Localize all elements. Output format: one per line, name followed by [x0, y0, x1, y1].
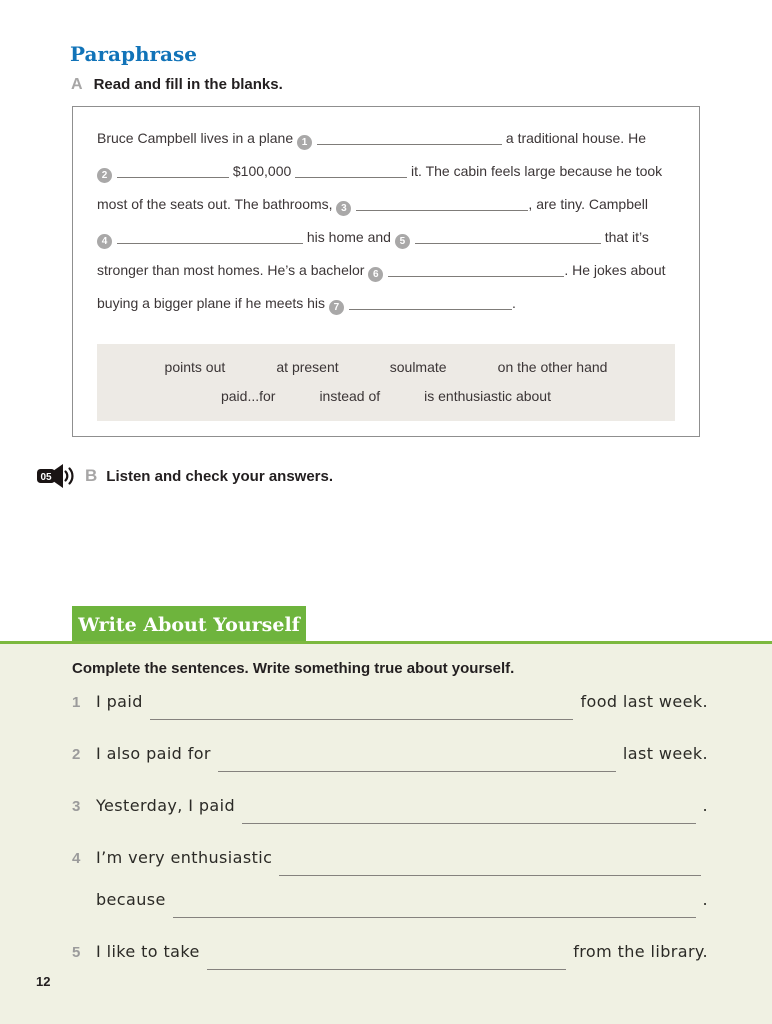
passage [97, 122, 675, 320]
sentence-start: I like to take [96, 942, 200, 961]
passage-line: 2 $100,000 it. The cabin feels large because he took [97, 155, 675, 188]
passage-line: 4 his home and 5 that it’s [97, 221, 675, 254]
sentence-item [72, 692, 708, 722]
passage-line: most of the seats out. The bathrooms, 3 , are tiny. Campbell [97, 196, 648, 214]
passage-box [72, 106, 700, 437]
audio-track-number: 05 [40, 472, 52, 483]
sentence-item [72, 744, 708, 774]
writing-blank [218, 758, 616, 772]
sentence-end: food last week. [580, 692, 708, 711]
writing-blank [150, 706, 574, 720]
writing-blank [242, 810, 695, 824]
fill-in-blank [356, 199, 528, 211]
fill-in-blank [415, 232, 601, 244]
word-bank-item: instead of [319, 388, 381, 404]
fill-in-blank [117, 166, 229, 178]
section-b-letter: B [85, 466, 98, 485]
section-a-header [71, 76, 283, 94]
page-title: Paraphrase [70, 42, 197, 66]
sentence-start: I also paid for [96, 744, 211, 763]
section-a-letter: A [71, 76, 83, 93]
sentence-end: . [702, 796, 708, 815]
write-about-items [72, 692, 708, 994]
word-bank-row [139, 388, 633, 404]
item-number: 4 [72, 850, 81, 867]
page-number: 12 [36, 974, 51, 989]
blank-number-badge: 3 [336, 201, 351, 216]
passage-line: stronger than most homes. He’s a bachelor 6 . He jokes about [97, 262, 666, 280]
word-bank-item: soulmate [389, 359, 447, 375]
write-about-yourself-section [0, 644, 772, 1024]
word-bank-item: at present [276, 359, 339, 375]
word-bank-item: points out [164, 359, 226, 375]
blank-number-badge: 5 [395, 234, 410, 249]
writing-blank [279, 862, 701, 876]
blank-number-badge: 6 [368, 267, 383, 282]
word-bank [97, 344, 675, 421]
sentence-start: I’m very enthusiastic [96, 848, 273, 867]
blank-number-badge: 7 [329, 300, 344, 315]
section-b-header [36, 462, 333, 490]
audio-track-icon [36, 462, 76, 490]
sentence-end: from the library. [573, 942, 708, 961]
word-bank-item: paid...for [220, 388, 276, 404]
fill-in-blank [388, 265, 564, 277]
item-number: 1 [72, 694, 81, 711]
section-a-instruction: Read and fill in the blanks. [93, 76, 283, 93]
sentence-item [72, 890, 708, 920]
sentence-start: I paid [96, 692, 143, 711]
write-about-instruction: Complete the sentences. Write something true about yourself. [72, 660, 515, 677]
fill-in-blank [295, 166, 407, 178]
writing-blank [173, 904, 696, 918]
word-bank-item: on the other hand [497, 359, 608, 375]
section-b-instruction: Listen and check your answers. [106, 467, 334, 485]
blank-number-badge: 2 [97, 168, 112, 183]
writing-blank [207, 956, 567, 970]
sentence-item [72, 796, 708, 826]
passage-line: Bruce Campbell lives in a plane 1 a traditional house. He [97, 130, 646, 148]
word-bank-row [139, 359, 633, 375]
passage-line: buying a bigger plane if he meets his 7 . [97, 295, 516, 313]
sentence-end: . [702, 890, 708, 909]
item-number: 3 [72, 798, 81, 815]
sentence-item [72, 848, 708, 878]
item-number: 5 [72, 944, 81, 961]
sentence-item [72, 942, 708, 972]
fill-in-blank [317, 133, 502, 145]
blank-number-badge: 4 [97, 234, 112, 249]
sentence-end: last week. [622, 744, 708, 763]
blank-number-badge: 1 [297, 135, 312, 150]
word-bank-item: is enthusiastic about [424, 388, 551, 404]
sentence-start: Yesterday, I paid [96, 796, 236, 815]
write-about-yourself-banner: Write About Yourself [72, 606, 306, 643]
fill-in-blank [117, 232, 303, 244]
item-number: 2 [72, 746, 81, 763]
sentence-start: because [96, 890, 166, 909]
fill-in-blank [349, 298, 512, 310]
